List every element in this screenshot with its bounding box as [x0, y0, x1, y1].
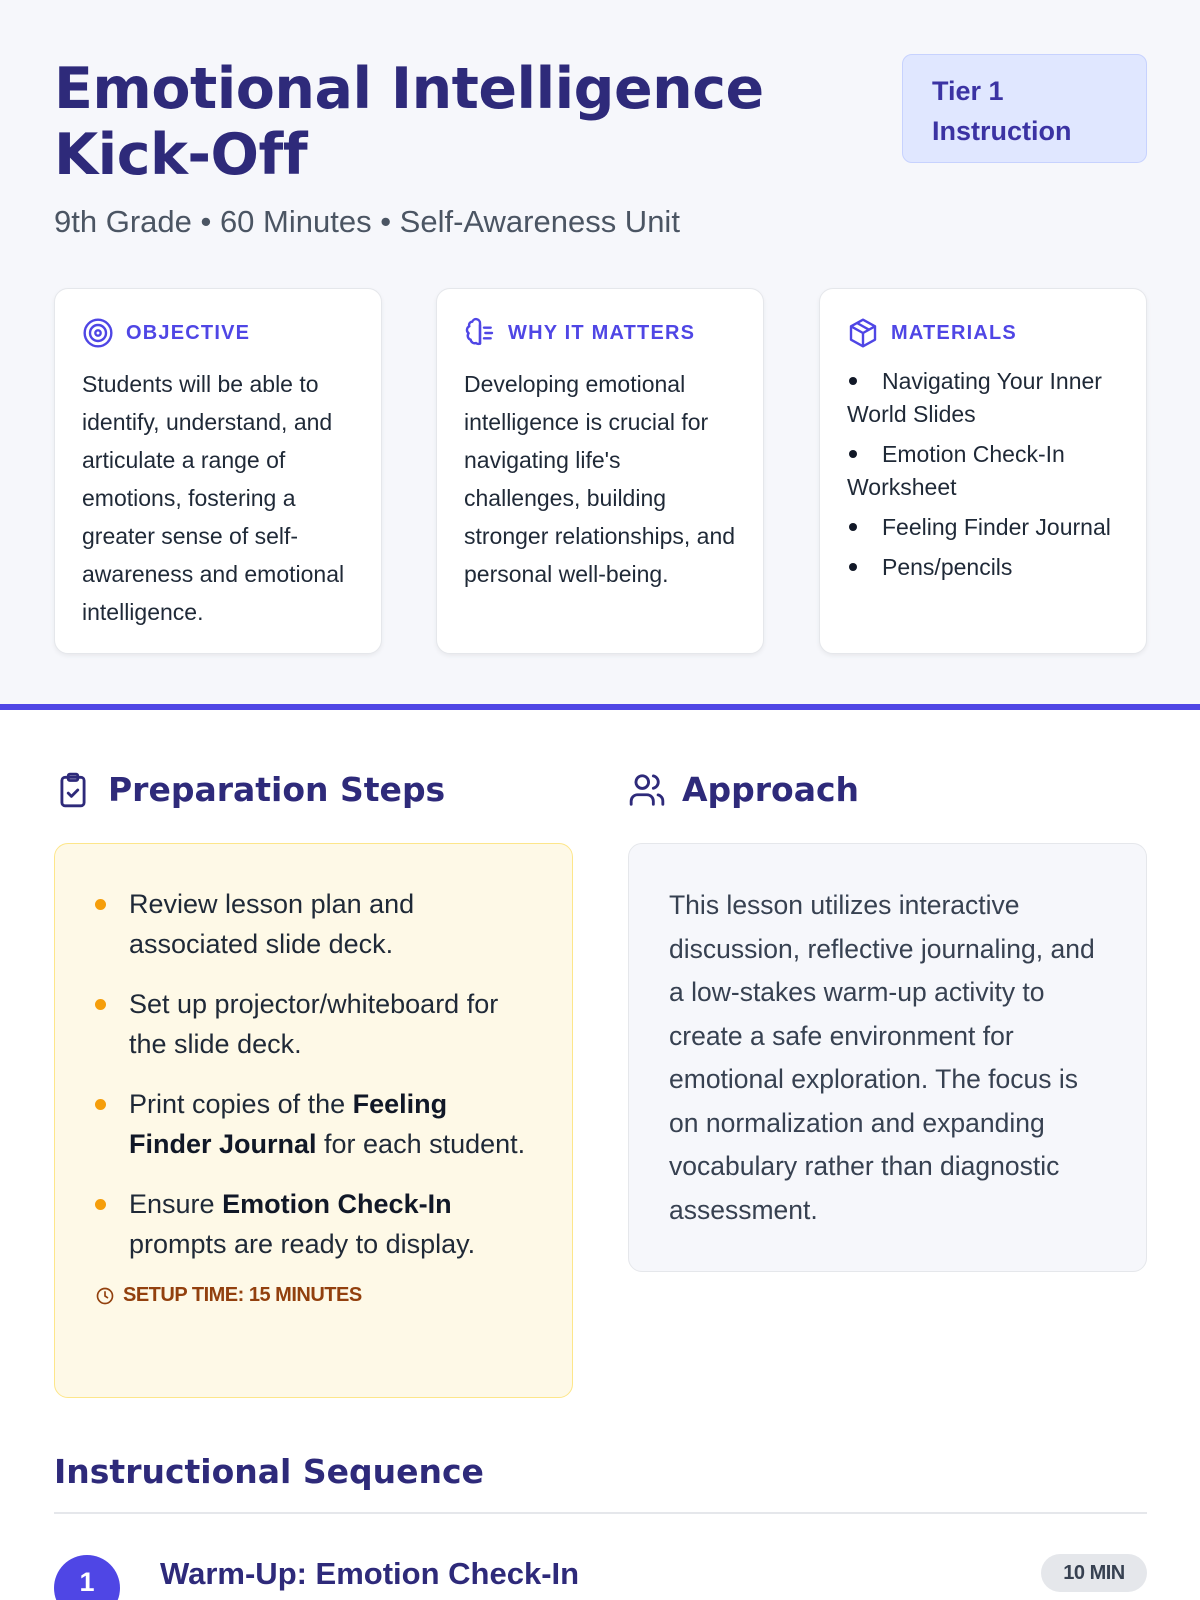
bullet-icon: [849, 377, 857, 385]
approach-title: Approach: [682, 770, 860, 809]
prep-text: [129, 1184, 532, 1264]
step-duration-badge: 10 MIN: [1041, 1554, 1147, 1592]
why-card-header: [464, 317, 736, 349]
bullet-icon: [95, 1099, 106, 1110]
bullet-icon: [95, 1199, 106, 1210]
prep-text: Set up projector/whiteboard for the slide deck.: [129, 989, 499, 1059]
objective-card: [54, 288, 382, 654]
prep-text-part: prompts are ready to display.: [129, 1229, 476, 1259]
preparation-title: Preparation Steps: [108, 770, 446, 809]
page-title: [54, 56, 834, 188]
material-text: Navigating Your Inner World Slides: [847, 368, 1102, 427]
bullet-icon: [95, 899, 106, 910]
approach-heading: [628, 770, 859, 809]
setup-time-label: SETUP TIME: 15 MINUTES: [123, 1284, 362, 1306]
objective-text: Students will be able to identify, understand, and articulate a range of emotions, fostering a greater sense of self-awareness and emotional intelligence.: [82, 371, 345, 625]
approach-text: This lesson utilizes interactive discussion, reflective journaling, and a low-stakes warm-up activity to create a safe environment for emotional exploration. The focus is on normalization and expanding vocabulary rather than diagnostic assessment.: [669, 890, 1095, 1225]
material-text: Feeling Finder Journal: [882, 514, 1111, 540]
bullet-icon: [849, 563, 857, 571]
target-icon: [82, 317, 114, 349]
prep-text-part: Print copies of the: [129, 1089, 353, 1119]
list-item: [95, 984, 532, 1064]
prep-text-part: Ensure: [129, 1189, 223, 1219]
prep-text: [129, 1084, 532, 1164]
bullet-icon: [95, 999, 106, 1010]
list-item: [95, 884, 532, 964]
materials-card-header: [847, 317, 1119, 349]
title-line-1: Emotional Intelligence: [54, 56, 764, 122]
objective-card-header: [82, 317, 354, 349]
material-text: Pens/pencils: [882, 554, 1013, 580]
divider: [54, 1512, 1147, 1514]
header-section: [0, 0, 1200, 710]
list-item: [847, 438, 1119, 504]
prep-text-part: for each student.: [316, 1129, 526, 1159]
package-icon: [847, 317, 879, 349]
setup-time: [95, 1284, 532, 1307]
brain-icon: [464, 317, 496, 349]
list-item: [95, 1184, 532, 1264]
approach-box: [628, 843, 1147, 1272]
step-title: Warm-Up: Emotion Check-In: [160, 1556, 580, 1591]
objective-label: OBJECTIVE: [126, 321, 251, 344]
material-name: Feeling Finder Journal: [129, 1089, 448, 1159]
page-subtitle: 9th Grade • 60 Minutes • Self-Awareness Unit: [54, 204, 680, 239]
list-item: [847, 551, 1119, 584]
why-text: Developing emotional intelligence is crucial for navigating life's challenges, building stronger relationships, and personal well-being.: [464, 371, 736, 587]
bullet-icon: [849, 523, 857, 531]
title-line-2: Kick-Off: [54, 122, 308, 188]
prep-text: Review lesson plan and associated slide deck.: [129, 889, 415, 959]
bullet-icon: [849, 450, 857, 458]
materials-list: [847, 365, 1119, 584]
list-item: [847, 365, 1119, 431]
materials-label: MATERIALS: [891, 321, 1017, 344]
step-number-badge: 1: [54, 1555, 120, 1600]
materials-card: [819, 288, 1147, 654]
material-text: Emotion Check-In Worksheet: [847, 441, 1065, 500]
sequence-title: Instructional Sequence: [54, 1452, 484, 1491]
why-it-matters-card: [436, 288, 764, 654]
list-item: [95, 1084, 532, 1164]
clipboard-check-icon: [54, 771, 92, 809]
tier-badge: [902, 54, 1147, 163]
preparation-heading: [54, 770, 445, 809]
clock-icon: [95, 1286, 115, 1306]
badge-line-1: Tier 1: [932, 76, 1004, 106]
badge-line-2: Instruction: [932, 116, 1072, 146]
why-label: WHY IT MATTERS: [508, 321, 696, 344]
preparation-box: [54, 843, 573, 1398]
users-icon: [628, 771, 666, 809]
material-name: Emotion Check-In: [222, 1189, 452, 1219]
list-item: [847, 511, 1119, 544]
